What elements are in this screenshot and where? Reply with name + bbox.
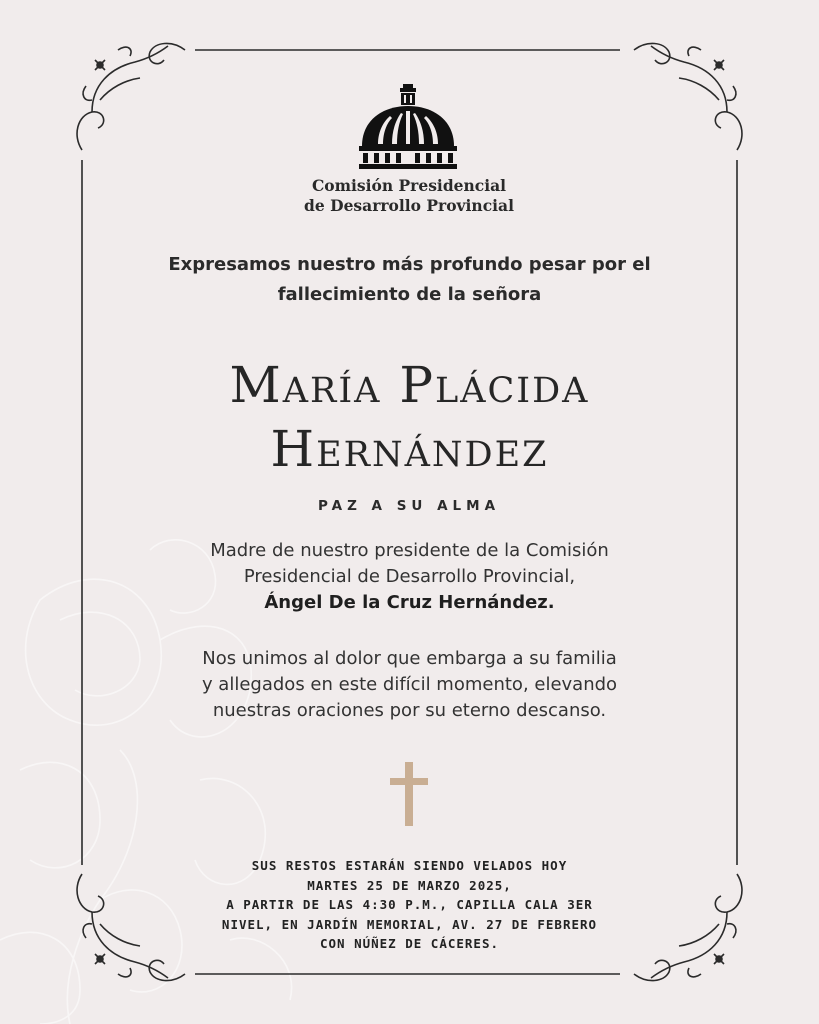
president-name: Ángel De la Cruz Hernández. [264, 592, 555, 613]
intro-text [120, 250, 699, 310]
intro-line1: Expresamos nuestro más profundo pesar por el [168, 254, 651, 275]
deceased-name-line2: Hernández [270, 420, 549, 478]
wake-line1: SUS RESTOS ESTARÁN SIENDO VELADOS HOY [251, 858, 568, 873]
relation-paragraph [140, 538, 679, 616]
peace-text: PAZ A SU ALMA [317, 498, 501, 514]
condolence-line3: nuestras oraciones por su eterno descanso. [212, 700, 607, 721]
org-name-line2: de Desarrollo Provincial [304, 196, 514, 215]
relation-line1: Madre de nuestro presidente de la Comisión [210, 540, 609, 561]
wake-line2: MARTES 25 DE MARZO 2025, [307, 877, 512, 893]
condolence-line2: y allegados en este difícil momento, elevando [201, 674, 618, 695]
condolence-line1: Nos unimos al dolor que embarga a su familia [202, 648, 617, 669]
wake-line4: NIVEL, EN JARDÍN MEMORIAL, AV. 27 DE FEBRERO [221, 916, 598, 932]
condolence-paragraph [140, 646, 679, 724]
wake-line3: A PARTIR DE LAS 4:30 P.M., CAPILLA CALA 3ER [226, 897, 593, 912]
cross-icon [390, 762, 428, 826]
relation-line2: Presidencial de Desarrollo Provincial, [243, 566, 576, 587]
intro-line2: fallecimiento de la señora [277, 284, 542, 305]
dome-building-icon [359, 84, 457, 170]
org-name-line1: Comisión Presidencial [311, 176, 507, 195]
wake-details [180, 856, 639, 954]
deceased-name-line1: María Plácida [229, 356, 590, 414]
wake-line5: CON NÚÑEZ DE CÁCERES. [319, 936, 500, 951]
